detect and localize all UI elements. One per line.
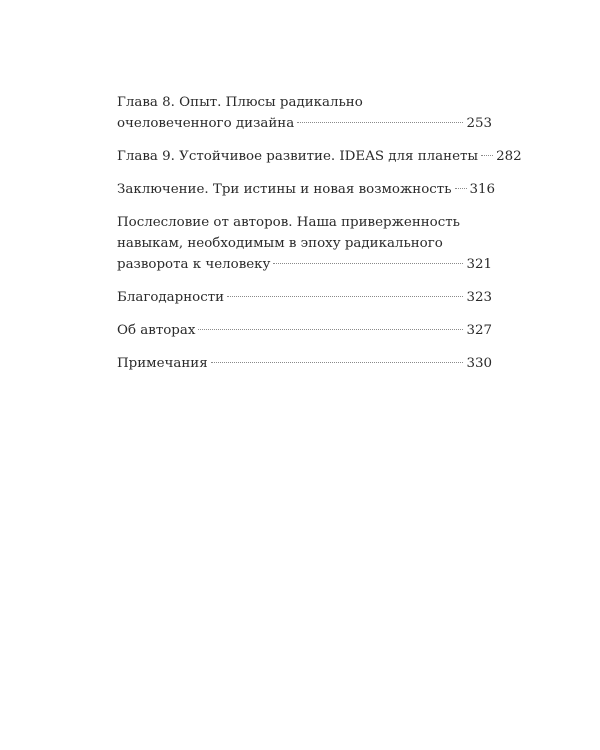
- dot-leader: [273, 263, 463, 264]
- dot-leader: [481, 155, 493, 156]
- toc-entry-title-line: Примечания: [117, 356, 208, 371]
- toc-entry-conclusion[interactable]: [117, 179, 496, 200]
- toc-page-number: 330: [466, 356, 492, 371]
- toc-entry-title-line: разворота к человеку: [117, 257, 271, 272]
- toc-entry-notes[interactable]: [117, 353, 492, 374]
- toc-entry-chapter-8[interactable]: [117, 92, 492, 134]
- toc-page-number: 316: [469, 182, 496, 197]
- dot-leader: [455, 188, 467, 189]
- toc-entry-title-line: очеловеченного дизайна: [117, 116, 295, 131]
- dot-leader: [227, 296, 463, 297]
- toc-entry-title-line: Об авторах: [117, 323, 196, 338]
- toc-page-number: 327: [466, 323, 492, 338]
- toc-page-number: 323: [466, 290, 492, 305]
- toc-entry-title-line: Глава 8. Опыт. Плюсы радикально: [117, 95, 363, 110]
- toc-page-number: 321: [466, 257, 492, 272]
- toc-entry-title-line: Глава 9. Устойчивое развитие. IDEAS для планеты: [117, 149, 479, 164]
- dot-leader: [211, 362, 464, 363]
- dot-leader: [297, 122, 463, 123]
- toc-entry-chapter-9[interactable]: [117, 146, 522, 167]
- toc-page-number: 282: [496, 149, 522, 164]
- dot-leader: [198, 329, 463, 330]
- toc-entry-title-line: Заключение. Три истины и новая возможность: [117, 182, 452, 197]
- toc-entry-title-line: Благодарности: [117, 290, 225, 305]
- toc-entry-afterword[interactable]: [117, 212, 492, 275]
- toc-entry-title-line: навыкам, необходимым в эпоху радикального: [117, 236, 443, 251]
- toc-entry-title-line: Послесловие от авторов. Наша приверженность: [117, 215, 460, 230]
- table-of-contents: [117, 92, 522, 386]
- toc-entry-about-authors[interactable]: [117, 320, 492, 341]
- toc-page-number: 253: [466, 116, 492, 131]
- toc-entry-acknowledgements[interactable]: [117, 287, 492, 308]
